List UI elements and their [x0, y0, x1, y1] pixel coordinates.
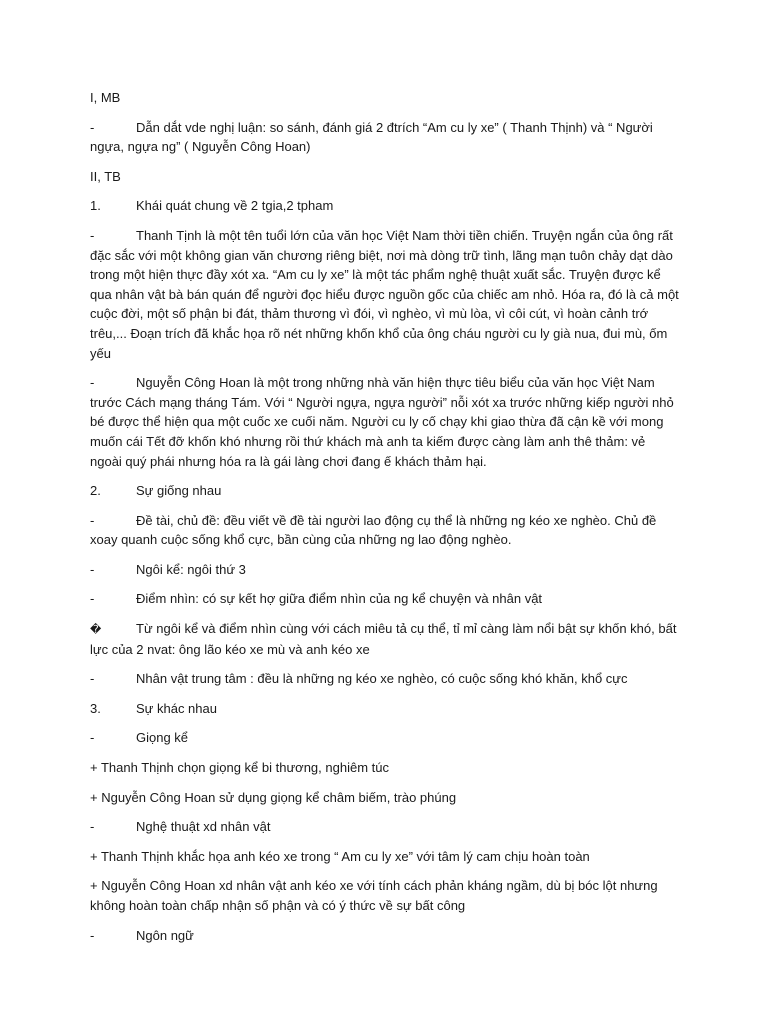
list-marker: 1. — [90, 198, 101, 214]
paragraph-ngon-ngu — [90, 926, 680, 946]
list-marker: - — [90, 512, 95, 528]
section-1-heading — [90, 196, 680, 216]
list-marker: - — [90, 819, 95, 835]
paragraph-giong-ke — [90, 728, 680, 748]
paragraph-text: Ngôn ngữ — [136, 927, 194, 943]
list-marker: - — [90, 927, 95, 943]
list-marker: - — [90, 375, 95, 391]
document-page — [90, 88, 680, 955]
section-title: Sự giống nhau — [136, 483, 222, 499]
paragraph-text: Nhân vật trung tâm : đều là những ng kéo xe nghèo, có cuộc sống khó khăn, khổ cực — [136, 671, 628, 687]
paragraph-text: Từ ngôi kể và điểm nhìn cùng với cách miêu tả cụ thể, tỉ mỉ càng làm nổi bật sự khốn khó, bất lực của 2 nvat: ông lão kéo xe mù và anh kéo xe — [90, 621, 677, 657]
section-title: Sự khác nhau — [136, 700, 217, 716]
paragraph-conclusion-point — [90, 619, 680, 659]
list-marker: 3. — [90, 700, 101, 716]
paragraph-nhan-vat-nch: + Nguyễn Công Hoan xd nhân vật anh kéo xe với tính cách phản kháng ngầm, dù bị bóc lột nhưng không hoàn toàn chấp nhận số phận và có ý thức về sự bất công — [90, 878, 658, 913]
section-3-heading — [90, 699, 680, 719]
list-marker: - — [90, 561, 95, 577]
paragraph-nhan-vat-thanh-tinh: + Thanh Thịnh khắc họa anh kéo xe trong “ Am cu ly xe” với tâm lý cam chịu hoàn toàn — [90, 848, 590, 864]
list-marker: - — [90, 227, 95, 243]
section-2-heading — [90, 481, 680, 501]
paragraph-text: Dẫn dắt vde nghị luận: so sánh, đánh giá 2 đtrích “Am cu ly xe” ( Thanh Thịnh) và “ Người ngựa, ngựa ng” ( Nguyễn Công Hoan) — [90, 119, 653, 155]
list-marker: 2. — [90, 483, 101, 499]
paragraph-ngoi-ke — [90, 560, 680, 580]
heading-mb: I, MB — [90, 90, 121, 105]
section-title: Khái quát chung về 2 tgia,2 tpham — [136, 198, 334, 214]
paragraph-text: Điểm nhìn: có sự kết hợ giữa điểm nhìn của ng kể chuyện và nhân vật — [136, 591, 543, 607]
missing-glyph-icon: � — [90, 623, 102, 637]
paragraph-de-tai — [90, 511, 680, 550]
paragraph-text: Nghệ thuật xd nhân vật — [136, 819, 271, 835]
paragraph-text: Ngôi kể: ngôi thứ 3 — [136, 561, 246, 577]
list-marker: - — [90, 730, 95, 746]
paragraph-thanh-tinh — [90, 226, 680, 363]
paragraph-nhan-vat-trung-tam — [90, 669, 680, 689]
paragraph-giong-ke-thanh-tinh: + Thanh Thịnh chọn giọng kể bi thương, nghiêm túc — [90, 760, 389, 776]
paragraph-text: Nguyễn Công Hoan là một trong những nhà văn hiện thực tiêu biểu của văn học Việt Nam trước Cách mạng tháng Tám. Với “ Người ngựa, ngựa người” nỗi xót xa trước những kiếp người nhỏ bé được thể hiện qua một cuốc xe cuối năm. Người cu ly cố chạy khi giao thừa đã cận kề với mong muốn cái Tết đỡ khốn khó nhưng rồi thứ khách mà anh ta kiếm được càng làm anh thê thảm: vẻ ngoài quý phái nhưng hóa ra là gái làng chơi đang ế khách thảm hại. — [90, 375, 674, 469]
paragraph-intro — [90, 118, 680, 157]
list-marker: - — [90, 591, 95, 607]
list-marker: - — [90, 119, 95, 135]
paragraph-nghe-thuat — [90, 817, 680, 837]
paragraph-diem-nhin — [90, 589, 680, 609]
paragraph-text: Đề tài, chủ đề: đều viết về đề tài người lao động cụ thể là những ng kéo xe nghèo. Chủ đề xoay quanh cuộc sống khổ cực, bần cùng của những ng lao động nghèo. — [90, 512, 657, 548]
paragraph-text: Giọng kể — [136, 730, 189, 746]
paragraph-giong-ke-nch: + Nguyễn Công Hoan sử dụng giọng kể châm biếm, trào phúng — [90, 789, 457, 805]
paragraph-text: Thanh Tịnh là một tên tuổi lớn của văn học Việt Nam thời tiền chiến. Truyện ngắn của ông rất đặc sắc với một không gian văn chương riêng biệt, nơi mà dòng trữ tình, lãng mạn tuôn chảy dạt dào trong một hiện thực đầy xót xa. “Am cu ly xe” là một tác phẩm nghệ thuật xuất sắc. Truyện được kể qua nhân vật bà bán quán để người đọc hiểu được nguồn gốc của chiếc am nhỏ. Hóa ra, đó là cả một cuộc đời, một số phận bi đát, thảm thương vì đói, vì nghèo, vì mù lòa, vì côi cút, vì hoàn cảnh trớ trêu,... Đoạn trích đã khắc họa rõ nét những khốn khổ của ông cháu người cu ly già nua, đui mù, ốm yếu — [90, 227, 679, 361]
heading-tb: II, TB — [90, 168, 121, 184]
list-marker: - — [90, 671, 95, 687]
paragraph-nguyen-cong-hoan — [90, 373, 680, 471]
